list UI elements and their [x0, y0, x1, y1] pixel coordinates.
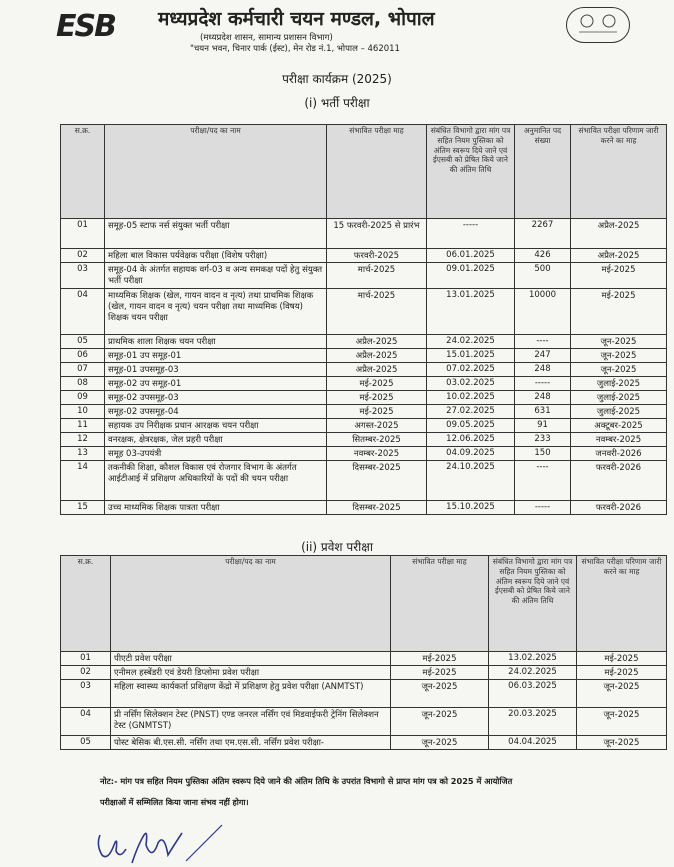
- recruitment-table-cell: जुलाई-2025: [571, 377, 667, 391]
- entrance-table-cell: मई-2025: [391, 666, 489, 680]
- recruitment-table-cell: 08: [61, 377, 105, 391]
- recruitment-table-cell: 426: [515, 249, 571, 263]
- entrance-table-cell: जून-2025: [577, 736, 667, 750]
- recruitment-table-cell: वनरक्षक, क्षेत्ररक्षक, जेल प्रहरी परीक्षा: [105, 433, 327, 447]
- recruitment-table-cell: 14: [61, 461, 105, 501]
- recruitment-table-cell: जून-2025: [571, 349, 667, 363]
- recruitment-table-cell: 04: [61, 289, 105, 335]
- recruitment-table-cell: महिला बाल विकास पर्यवेक्षक परीक्षा (विशेष परीक्षा): [105, 249, 327, 263]
- entrance-table-row: [61, 736, 667, 750]
- recruitment-column-header: संभावित परीक्षा परिणाम जारी करने का माह: [571, 125, 667, 219]
- footnote-continued: परीक्षाओं में सम्मिलित किया जाना संभव नहीं होगा।: [100, 798, 249, 807]
- signature-icon: [92, 815, 282, 867]
- recruitment-table-cell: 07.02.2025: [427, 363, 515, 377]
- entrance-column-header: संभावित परीक्षा परिणाम जारी करने का माह: [577, 556, 667, 652]
- recruitment-table-cell: 10: [61, 405, 105, 419]
- recruitment-column-header: अनुमानित पद संख्या: [515, 125, 571, 219]
- recruitment-table-row: [61, 263, 667, 289]
- recruitment-table-row: [61, 335, 667, 349]
- recruitment-table-cell: अप्रैल-2025: [327, 349, 427, 363]
- entrance-table-cell: 04.04.2025: [489, 736, 577, 750]
- recruitment-table-cell: 27.02.2025: [427, 405, 515, 419]
- entrance-table-cell: पोस्ट बेसिक बी.एस.सी. नर्सिंग तथा एम.एस.सी. नर्सिंग प्रवेश परीक्षा-: [111, 736, 391, 750]
- recruitment-table-cell: 05: [61, 335, 105, 349]
- recruitment-table-cell: 13: [61, 447, 105, 461]
- recruitment-table-cell: 24.10.2025: [427, 461, 515, 501]
- recruitment-table-cell: 12.06.2025: [427, 433, 515, 447]
- recruitment-table-cell: मार्च-2025: [327, 263, 427, 289]
- recruitment-column-header: परीक्षा/पद का नाम: [105, 125, 327, 219]
- recruitment-table-cell: फरवरी-2025: [327, 249, 427, 263]
- recruitment-table-cell: अप्रैल-2025: [571, 219, 667, 249]
- entrance-table-row: [61, 680, 667, 708]
- recruitment-table-cell: 15.10.2025: [427, 501, 515, 515]
- recruitment-table-cell: 11: [61, 419, 105, 433]
- recruitment-table-cell: जुलाई-2025: [571, 391, 667, 405]
- entrance-table-cell: 20.03.2025: [489, 708, 577, 736]
- recruitment-column-header: स.क्र.: [61, 125, 105, 219]
- entrance-table-cell: 13.02.2025: [489, 652, 577, 666]
- recruitment-table-cell: जून-2025: [571, 363, 667, 377]
- entrance-table-row: [61, 708, 667, 736]
- recruitment-table-cell: 631: [515, 405, 571, 419]
- recruitment-table-cell: दिसम्बर-2025: [327, 461, 427, 501]
- recruitment-table-cell: 10.02.2025: [427, 391, 515, 405]
- document-title: परीक्षा कार्यक्रम (2025): [282, 72, 392, 86]
- recruitment-table-cell: सहायक उप निरीक्षक प्रधान आरक्षक चयन परीक्षा: [105, 419, 327, 433]
- entrance-table-cell: 24.02.2025: [489, 666, 577, 680]
- recruitment-table-row: [61, 433, 667, 447]
- recruitment-table-cell: 06.01.2025: [427, 249, 515, 263]
- recruitment-table-row: [61, 363, 667, 377]
- recruitment-column-header: संभावित परीक्षा माह: [327, 125, 427, 219]
- entrance-column-header: स.क्र.: [61, 556, 111, 652]
- entrance-table-cell: एनीमल हस्बेंडरी एवं डेयरी डिप्लोमा प्रवेश परीक्षा: [111, 666, 391, 680]
- recruitment-table-cell: नवम्बर-2025: [571, 433, 667, 447]
- esb-logo: ESB: [56, 9, 115, 44]
- org-subtitle: (मध्यप्रदेश शासन, सामान्य प्रशासन विभाग): [200, 33, 333, 43]
- entrance-table-cell: प्री नर्सिंग सिलेक्शन टेस्ट (PNST) एण्ड जनरल नर्सिंग एवं मिडवाईफरी ट्रेनिंग सिलेक्शन टेस्ट (GNMTST): [111, 708, 391, 736]
- recruitment-table-cell: मई-2025: [571, 289, 667, 335]
- entrance-table-cell: 01: [61, 652, 111, 666]
- recruitment-table-row: [61, 249, 667, 263]
- recruitment-table-cell: 15 फरवरी-2025 से प्रारंभ: [327, 219, 427, 249]
- recruitment-table-cell: 248: [515, 363, 571, 377]
- recruitment-table-cell: 03: [61, 263, 105, 289]
- recruitment-table-row: [61, 219, 667, 249]
- recruitment-table-cell: मई-2025: [571, 263, 667, 289]
- recruitment-table-row: [61, 289, 667, 335]
- entrance-table-cell: जून-2025: [391, 736, 489, 750]
- entrance-table-cell: मई-2025: [391, 652, 489, 666]
- recruitment-table-cell: 10000: [515, 289, 571, 335]
- entrance-table-cell: 04: [61, 708, 111, 736]
- recruitment-table-cell: सितम्बर-2025: [327, 433, 427, 447]
- entrance-column-header: परीक्षा/पद का नाम: [111, 556, 391, 652]
- recruitment-column-header: संबंधित विभागो द्वारा मांग पत्र सहित नियम पुस्तिका को अंतिम स्वरूप दिये जाने एवं ईएसबी को प्रेषित किये जाने की अंतिम तिथि: [427, 125, 515, 219]
- recruitment-table-cell: 15.01.2025: [427, 349, 515, 363]
- recruitment-table-cell: समूह-05 स्टाफ नर्स संयुक्त भर्ती परीक्षा: [105, 219, 327, 249]
- recruitment-table-row: [61, 501, 667, 515]
- emblem-icon: [566, 7, 630, 43]
- recruitment-table-cell: तकनीकी शिक्षा, कौशल विकास एवं रोजगार विभाग के अंतर्गत आईटीआई में प्रशिक्षण अधिकारियों के पदों की चयन परीक्षा: [105, 461, 327, 501]
- recruitment-table-cell: 500: [515, 263, 571, 289]
- footnote: नोट:- मांग पत्र सहित नियम पुस्तिका अंतिम स्वरूप दिये जाने की अंतिम तिथि के उपरांत विभागो से प्राप्त मांग पत्र को 2025 में आयोजित: [100, 776, 513, 786]
- recruitment-table-cell: समूह-01 उप समूह-01: [105, 349, 327, 363]
- recruitment-table-cell: 12: [61, 433, 105, 447]
- recruitment-table-cell: समूह-02 उपसमूह-04: [105, 405, 327, 419]
- entrance-table-cell: 02: [61, 666, 111, 680]
- recruitment-table-cell: समूह-02 उप समूह-01: [105, 377, 327, 391]
- recruitment-table-row: [61, 391, 667, 405]
- entrance-column-header: संबंधित विभागो द्वारा मांग पत्र सहित नियम पुस्तिका को अंतिम स्वरूप दिये जाने एवं ईएसबी को प्रेषित किये जाने की अंतिम तिथि: [489, 556, 577, 652]
- entrance-table-cell: मई-2025: [577, 652, 667, 666]
- recruitment-table-cell: 91: [515, 419, 571, 433]
- entrance-table-cell: महिला स्वास्थ्य कार्यकर्ता प्रशिक्षण केंद्रो में प्रशिक्षण हेतु प्रवेश परीक्षा (ANMTST): [111, 680, 391, 708]
- entrance-column-header: संभावित परीक्षा माह: [391, 556, 489, 652]
- recruitment-table-cell: मार्च-2025: [327, 289, 427, 335]
- entrance-table-cell: 05: [61, 736, 111, 750]
- org-address: "चयन भवन, चिनार पार्क (ईस्ट), मेन रोड नं.1, भोपाल – 462011: [190, 44, 400, 54]
- recruitment-table-cell: फरवरी-2026: [571, 501, 667, 515]
- recruitment-table-cell: समूह 03-उपयंत्री: [105, 447, 327, 461]
- recruitment-table-cell: प्राथमिक शाला शिक्षक चयन परीक्षा: [105, 335, 327, 349]
- recruitment-table-cell: 06: [61, 349, 105, 363]
- recruitment-table-cell: समूह-02 उपसमूह-03: [105, 391, 327, 405]
- entrance-table-row: [61, 666, 667, 680]
- recruitment-table-cell: मई-2025: [327, 405, 427, 419]
- letterhead: [50, 5, 630, 67]
- recruitment-table-cell: अप्रैल-2025: [571, 249, 667, 263]
- recruitment-table-cell: 09.01.2025: [427, 263, 515, 289]
- recruitment-table-row: [61, 405, 667, 419]
- recruitment-table-cell: 247: [515, 349, 571, 363]
- recruitment-table-cell: -----: [427, 219, 515, 249]
- section1-heading: (i) भर्ती परीक्षा: [304, 96, 370, 110]
- recruitment-table-cell: 09.05.2025: [427, 419, 515, 433]
- entrance-table-cell: 03: [61, 680, 111, 708]
- entrance-table-cell: 06.03.2025: [489, 680, 577, 708]
- entrance-table-cell: पीएटी प्रवेश परीक्षा: [111, 652, 391, 666]
- recruitment-table-cell: जुलाई-2025: [571, 405, 667, 419]
- entrance-table-cell: जून-2025: [577, 708, 667, 736]
- recruitment-table-cell: 13.01.2025: [427, 289, 515, 335]
- entrance-table-cell: मई-2025: [577, 666, 667, 680]
- recruitment-table-cell: 02: [61, 249, 105, 263]
- recruitment-table-cell: ----: [515, 461, 571, 501]
- recruitment-table-cell: 233: [515, 433, 571, 447]
- recruitment-table-cell: जनवरी-2026: [571, 447, 667, 461]
- recruitment-table-cell: -----: [515, 377, 571, 391]
- recruitment-exam-table: [60, 124, 667, 515]
- recruitment-table-row: [61, 349, 667, 363]
- entrance-table-cell: जून-2025: [391, 680, 489, 708]
- entrance-table-row: [61, 652, 667, 666]
- recruitment-table-row: [61, 419, 667, 433]
- recruitment-table-row: [61, 377, 667, 391]
- recruitment-table-cell: नवम्बर-2025: [327, 447, 427, 461]
- recruitment-table-cell: 24.02.2025: [427, 335, 515, 349]
- recruitment-table-cell: अप्रैल-2025: [327, 363, 427, 377]
- recruitment-table-cell: अक्टूबर-2025: [571, 419, 667, 433]
- recruitment-table-cell: ----: [515, 335, 571, 349]
- recruitment-table-cell: 07: [61, 363, 105, 377]
- entrance-table-cell: जून-2025: [391, 708, 489, 736]
- recruitment-table-cell: 2267: [515, 219, 571, 249]
- recruitment-table-cell: दिसम्बर-2025: [327, 501, 427, 515]
- recruitment-table-cell: मई-2025: [327, 377, 427, 391]
- recruitment-table-cell: अगस्त-2025: [327, 419, 427, 433]
- recruitment-table-cell: जून-2025: [571, 335, 667, 349]
- entrance-exam-table: [60, 555, 667, 750]
- recruitment-table-cell: 150: [515, 447, 571, 461]
- recruitment-table-cell: माध्यमिक शिक्षक (खेल, गायन वादन व नृत्य) तथा प्राथमिक शिक्षक (खेल, गायन वादन व नृत्य) चयन परीक्षा तथा माध्यमिक (विषय) शिक्षक चयन परीक्षा: [105, 289, 327, 335]
- org-name: मध्यप्रदेश कर्मचारी चयन मण्डल, भोपाल: [158, 8, 435, 30]
- section2-heading: (ii) प्रवेश परीक्षा: [301, 540, 373, 554]
- recruitment-table-cell: मई-2025: [327, 391, 427, 405]
- recruitment-table-row: [61, 461, 667, 501]
- recruitment-table-row: [61, 447, 667, 461]
- recruitment-table-cell: समूह-04 के अंतर्गत सहायक वर्ग-03 व अन्य समकक्ष पदों हेतु संयुक्त भर्ती परीक्षा: [105, 263, 327, 289]
- recruitment-table-cell: 09: [61, 391, 105, 405]
- recruitment-table-cell: समूह-01 उपसमूह-03: [105, 363, 327, 377]
- recruitment-table-cell: 248: [515, 391, 571, 405]
- recruitment-table-cell: 04.09.2025: [427, 447, 515, 461]
- recruitment-table-cell: उच्च माध्यमिक शिक्षक पात्रता परीक्षा: [105, 501, 327, 515]
- recruitment-table-cell: 03.02.2025: [427, 377, 515, 391]
- recruitment-table-cell: अप्रैल-2025: [327, 335, 427, 349]
- recruitment-table-cell: 15: [61, 501, 105, 515]
- recruitment-table-cell: 01: [61, 219, 105, 249]
- recruitment-table-cell: -----: [515, 501, 571, 515]
- recruitment-table-cell: फरवरी-2026: [571, 461, 667, 501]
- entrance-table-cell: जून-2025: [577, 680, 667, 708]
